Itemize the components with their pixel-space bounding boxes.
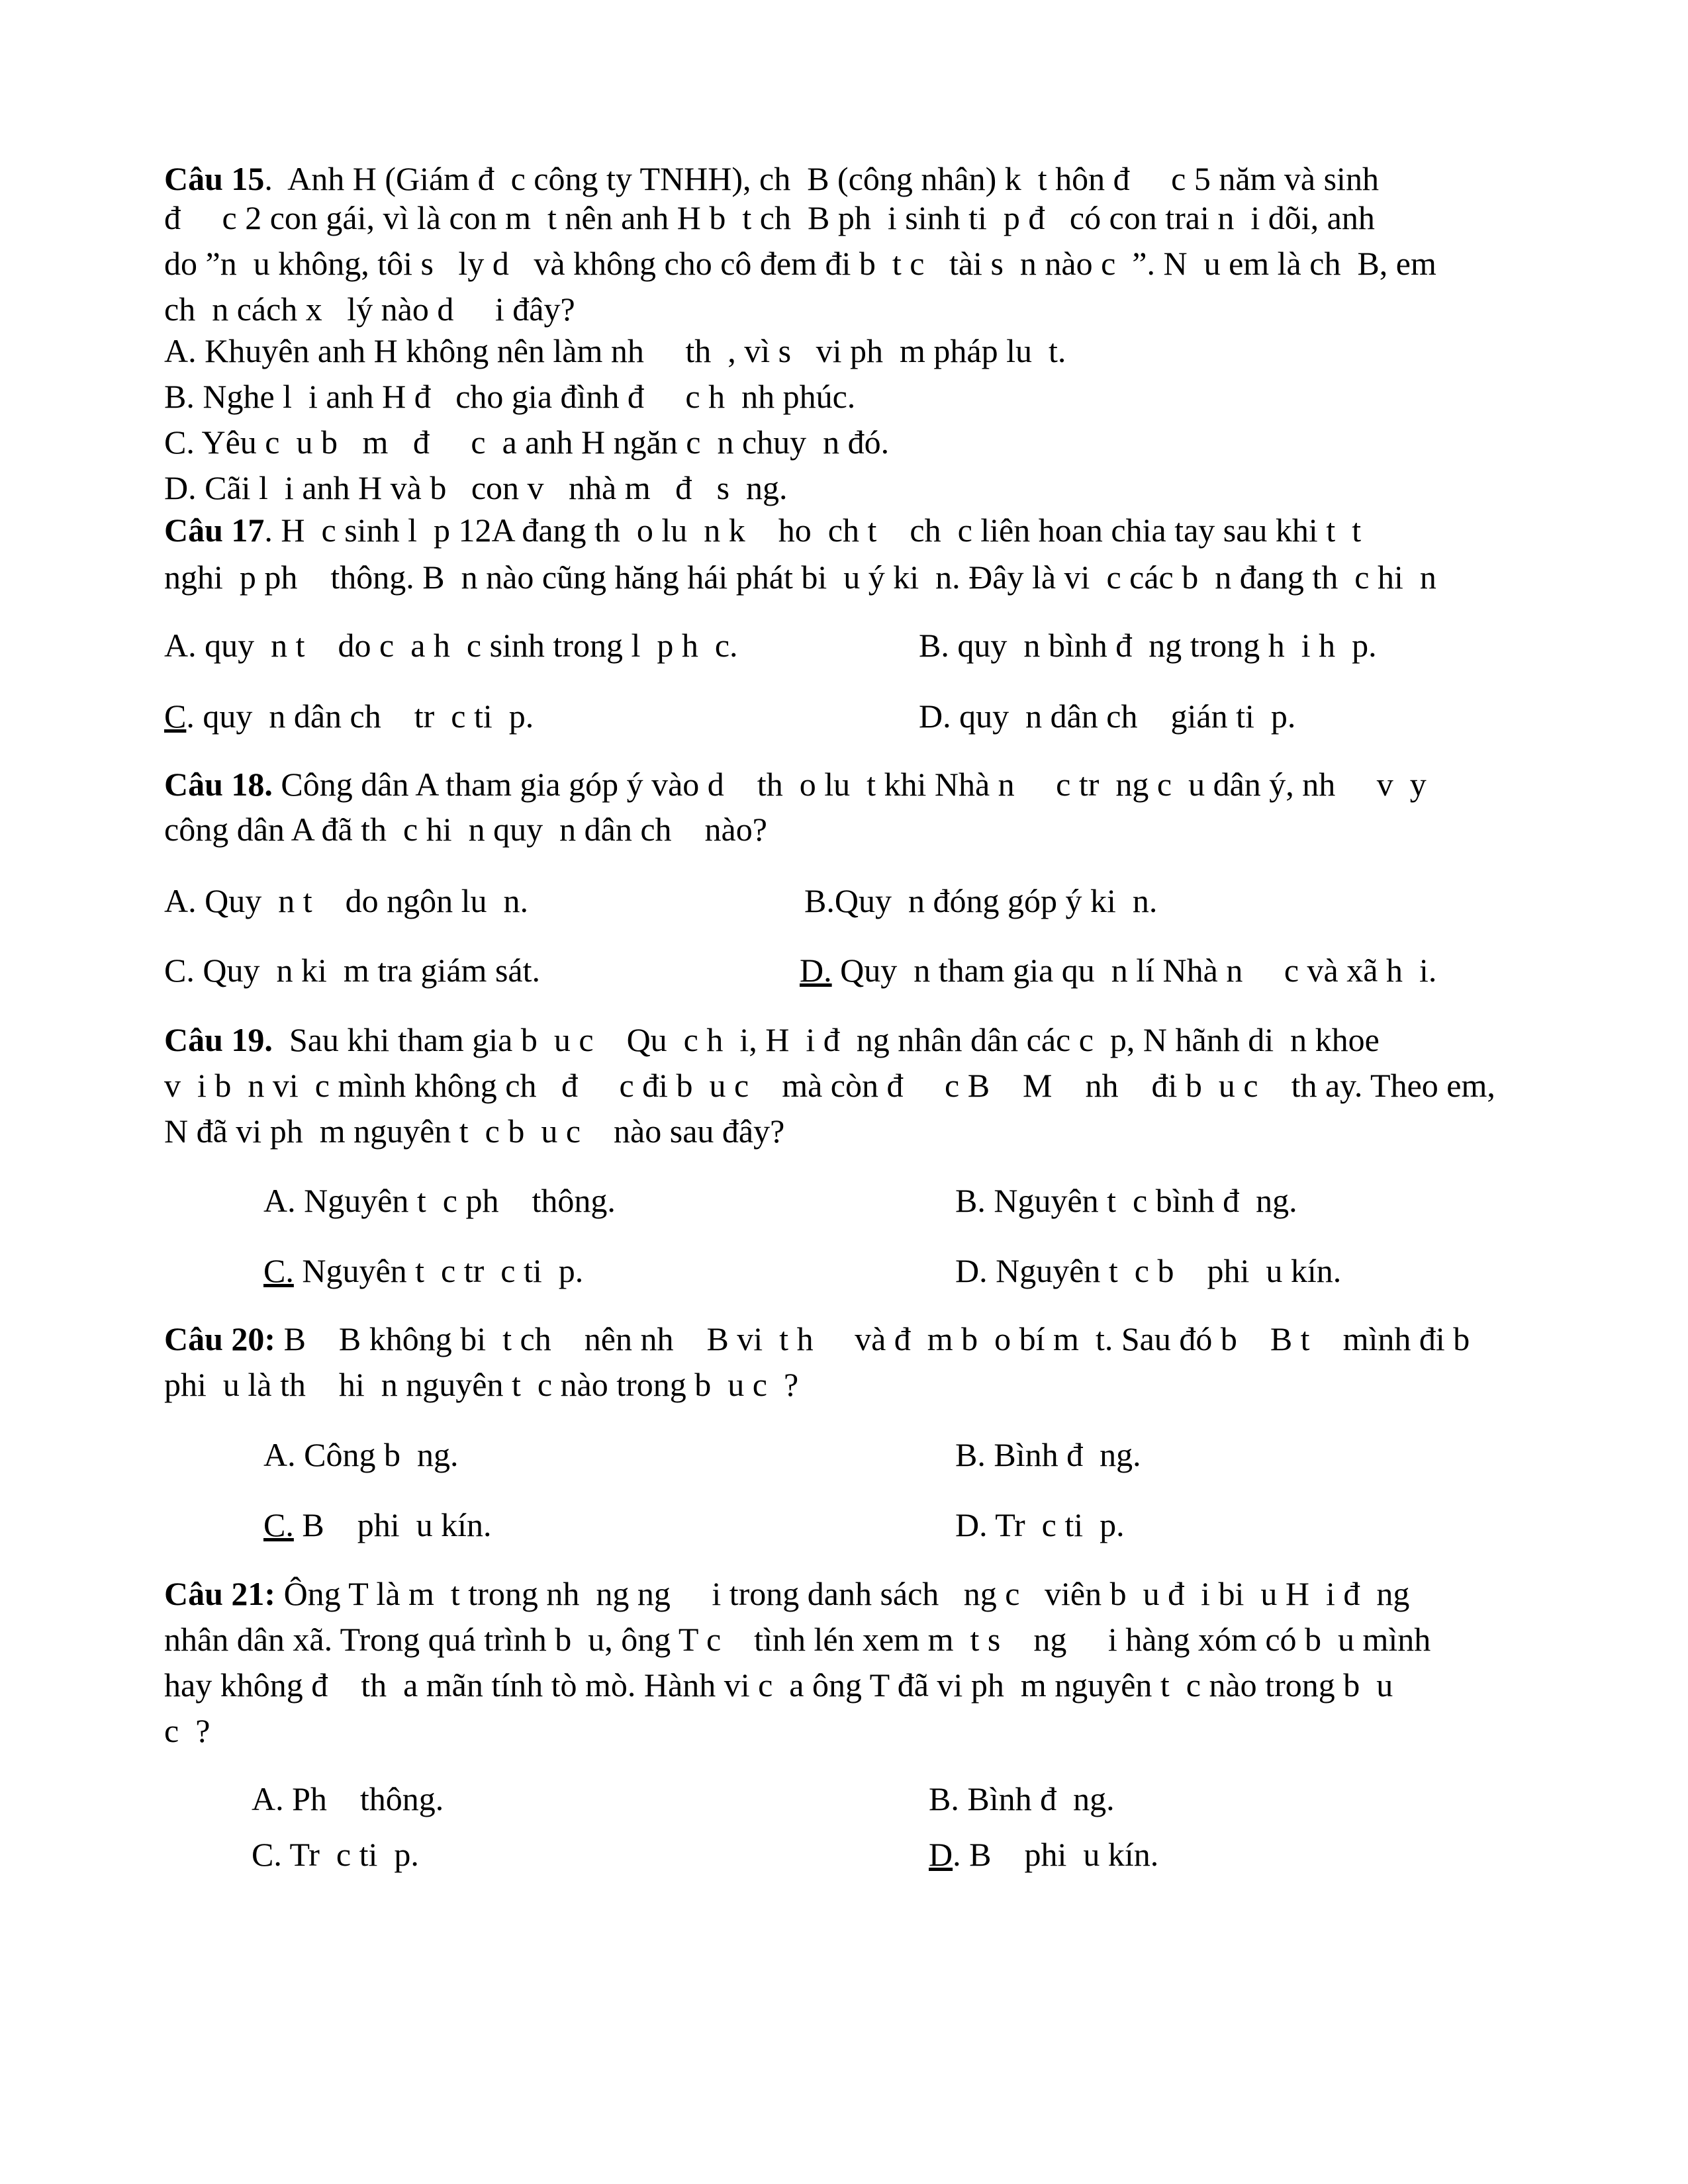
q15-line1: Câu 15. Anh H (Giám đ c công ty TNHH), ch B (công nhân) k t hôn đ c 5 năm và sinh xyxy=(164,160,1379,197)
q17-label: Câu 17 xyxy=(164,512,265,549)
q15-option-c: C. Yêu c u b m đ c a anh H ngăn c n chuy n đó. xyxy=(164,424,890,461)
q21-label: Câu 21: xyxy=(164,1575,276,1612)
q19-answer-mark: C. xyxy=(263,1252,294,1289)
q20-option-a: A. Công b ng. xyxy=(263,1436,459,1473)
q20-answer-mark: C. xyxy=(263,1506,294,1543)
q21-option-a: A. Ph thông. xyxy=(252,1780,444,1817)
q17-line2: nghi p ph thông. B n nào cũng hăng hái phát bi u ý ki n. Đây là vi c các b n đang th c hi n xyxy=(164,559,1436,596)
q21-line1: Câu 21: Ông T là m t trong nh ng ng i trong danh sách ng c viên b u đ i bi u H i đ ng xyxy=(164,1575,1410,1612)
q17-answer-mark: C xyxy=(164,698,187,735)
q19-label: Câu 19. xyxy=(164,1021,273,1058)
q18-answer-mark: D. xyxy=(800,952,832,989)
q21-option-d: D. B phi u kín. xyxy=(929,1836,1159,1873)
q21-line3: hay không đ th a mãn tính tò mò. Hành vi c a ông T đã vi ph m nguyên t c nào trong b u xyxy=(164,1666,1393,1704)
q18-option-a: A. Quy n t do ngôn lu n. xyxy=(164,882,528,919)
q15-line2: đ c 2 con gái, vì là con m t nên anh H b t ch B ph i sinh ti p đ có con trai n i dõi, anh xyxy=(164,199,1375,236)
q19-line3: N đã vi ph m nguyên t c b u c nào sau đây? xyxy=(164,1113,785,1150)
q21-answer-mark: D xyxy=(929,1836,953,1873)
q20-line2: phi u là th hi n nguyên t c nào trong b u c ? xyxy=(164,1366,799,1403)
q17-line1: Câu 17. H c sinh l p 12A đang th o lu n k ho ch t ch c liên hoan chia tay sau khi t t xyxy=(164,512,1362,549)
q21-line4: c ? xyxy=(164,1712,211,1749)
q19-option-a: A. Nguyên t c ph thông. xyxy=(263,1182,616,1219)
q19-line1: Câu 19. Sau khi tham gia b u c Qu c h i, H i đ ng nhân dân các c p, N hãnh di n khoe xyxy=(164,1021,1380,1058)
q21-option-b: B. Bình đ ng. xyxy=(929,1780,1115,1817)
q21-line2: nhân dân xã. Trong quá trình b u, ông T c tình lén xem m t s ng i hàng xóm có b u mình xyxy=(164,1621,1431,1658)
q20-option-c: C. B phi u kín. xyxy=(263,1506,492,1543)
q20-line1: Câu 20: B B không bi t ch nên nh B vi t h và đ m b o bí m t. Sau đó b B t mình đi b xyxy=(164,1320,1470,1357)
q18-label: Câu 18. xyxy=(164,766,273,803)
q19-option-c: C. Nguyên t c tr c ti p. xyxy=(263,1252,584,1289)
q18-line2: công dân A đã th c hi n quy n dân ch nào? xyxy=(164,811,767,848)
q17-option-b: B. quy n bình đ ng trong h i h p. xyxy=(919,627,1377,664)
q20-option-d: D. Tr c ti p. xyxy=(955,1506,1125,1543)
q18-line1: Câu 18. Công dân A tham gia góp ý vào d th o lu t khi Nhà n c tr ng c u dân ý, nh v y xyxy=(164,766,1427,803)
q15-label: Câu 15 xyxy=(164,160,265,197)
q19-line2: v i b n vi c mình không ch đ c đi b u c mà còn đ c B M nh đi b u c th ay. Theo em, xyxy=(164,1067,1495,1104)
q17-option-d: D. quy n dân ch gián ti p. xyxy=(919,698,1296,735)
q17-option-a: A. quy n t do c a h c sinh trong l p h c. xyxy=(164,627,738,664)
q15-line4: ch n cách x lý nào d i đây? xyxy=(164,291,575,328)
q15-line3: do ”n u không, tôi s ly d và không cho cô đem đi b t c tài s n nào c ”. N u em là ch B, em xyxy=(164,245,1436,282)
q18-option-c: C. Quy n ki m tra giám sát. xyxy=(164,952,540,989)
q20-label: Câu 20: xyxy=(164,1320,276,1357)
q17-option-c: C. quy n dân ch tr c ti p. xyxy=(164,698,534,735)
q15-option-b: B. Nghe l i anh H đ cho gia đình đ c h nh phúc. xyxy=(164,378,856,415)
q15-option-a: A. Khuyên anh H không nên làm nh th , vì s vi ph m pháp lu t. xyxy=(164,332,1066,369)
q21-option-c: C. Tr c ti p. xyxy=(252,1836,419,1873)
q18-option-b: B.Quy n đóng góp ý ki n. xyxy=(804,882,1158,919)
q15-option-d: D. Cãi l i anh H và b con v nhà m đ s ng. xyxy=(164,469,788,506)
q19-option-b: B. Nguyên t c bình đ ng. xyxy=(955,1182,1297,1219)
q19-option-d: D. Nguyên t c b phi u kín. xyxy=(955,1252,1342,1289)
q18-option-d: D. Quy n tham gia qu n lí Nhà n c và xã h i. xyxy=(800,952,1437,989)
q20-option-b: B. Bình đ ng. xyxy=(955,1436,1141,1473)
